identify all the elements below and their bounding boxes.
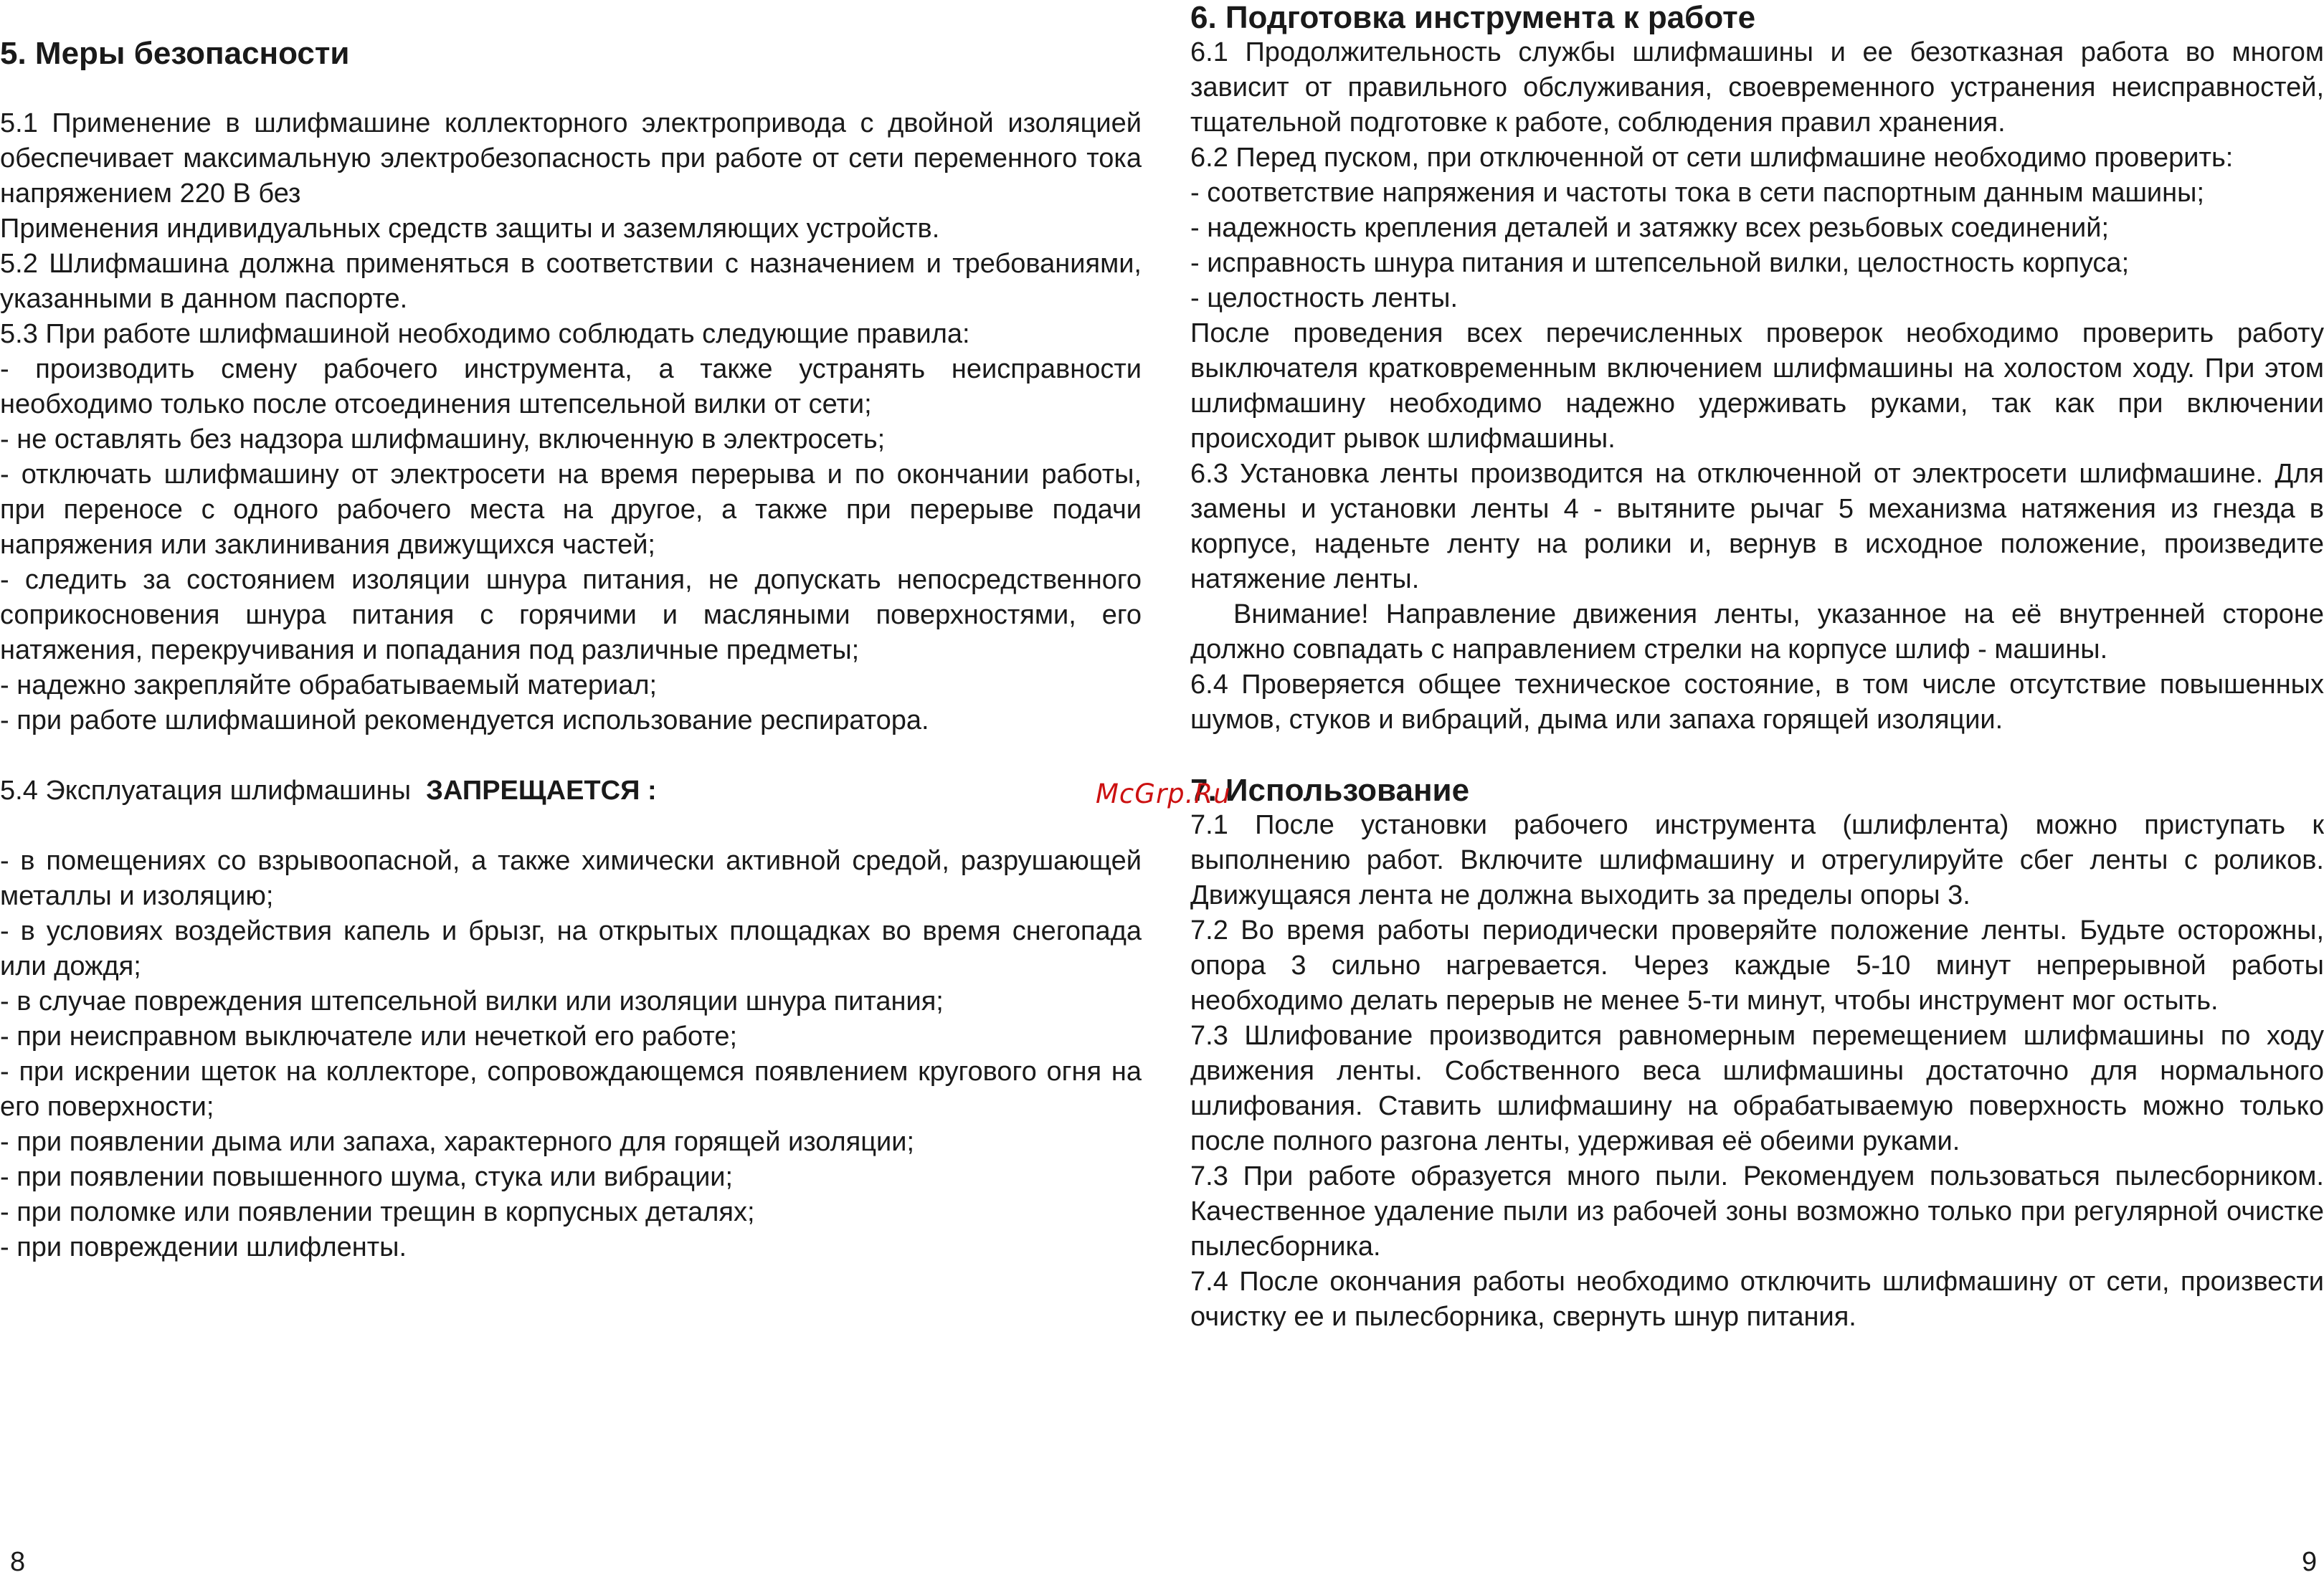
paragraph-5-3: 5.3 При работе шлифмашиной необходимо соблюдать следующие правила:	[0, 319, 970, 349]
paragraph-7-3: 7.3 Шлифование производится равномерным перемещением шлифмашины по ходу движения ленты. Собственного веса шлифмашины достаточно для нормального шлифования. Ставить шлифмашину на обрабатываемую поверхность можно только после полного разгона ленты, удерживая её обеими руками.	[1190, 1021, 2324, 1156]
rule-item: - отключать шлифмашину от электросети на время перерыва и по окончании работы, при переносе с одного рабочего места на другое, а также при перерыве подачи напряжения или заклинивания движущихся частей;	[0, 460, 1142, 560]
paragraph-7-3-dust: 7.3 При работе образуется много пыли. Рекомендуем пользоваться пылесборником. Качественное удаление пыли из рабочей зоны возможно только при регулярной очистке пылесборника.	[1190, 1161, 2324, 1262]
left-page	[0, 0, 1142, 1265]
forbidden-item: - в случае повреждения штепсельной вилки или изоляции шнура питания;	[0, 986, 944, 1016]
paragraph-5-4-text: 5.4 Эксплуатация шлифмашины	[0, 776, 412, 806]
forbidden-label: ЗАПРЕЩАЕТСЯ :	[426, 776, 657, 806]
forbidden-item: - при неисправном выключателе или нечеткой его работе;	[0, 1022, 738, 1052]
right-page	[1190, 0, 2324, 1335]
forbidden-item: - при повреждении шлифленты.	[0, 1232, 407, 1262]
paragraph-6-1: 6.1 Продолжительность службы шлифмашины и ее безотказная работа во многом зависит от правильного обслуживания, своевременного устранения неисправностей, тщательной подготовке к работе, соблюдения правил хранения.	[1190, 37, 2324, 138]
paragraph-7-2: 7.2 Во время работы периодически проверяйте положение ленты. Будьте осторожны, опора 3 сильно нагревается. Через каждые 5-10 минут непрерывной работы необходимо делать перерыв не менее 5-ти минут, чтобы инструмент мог остыть.	[1190, 915, 2324, 1016]
check-item: - соответствие напряжения и частоты тока в сети паспортным данным машины;	[1190, 178, 2205, 208]
forbidden-item: - в условиях воздействия капель и брызг, на открытых площадках во время снегопада или дождя;	[0, 916, 1142, 981]
paragraph-7-1: 7.1 После установки рабочего инструмента (шлифлента) можно приступать к выполнению работ. Включите шлифмашину и отрегулируйте сбег ленты с роликов. Движущаяся лента не должна выходить за пределы опоры 3.	[1190, 810, 2324, 910]
rule-item: - не оставлять без надзора шлифмашину, включенную в электросеть;	[0, 424, 886, 454]
forbidden-item: - при появлении повышенного шума, стука или вибрации;	[0, 1162, 734, 1192]
paragraph-5-4	[0, 773, 1142, 809]
paragraph-6-4: 6.4 Проверяется общее техническое состояние, в том числе отсутствие повышенных шумов, стуков и вибраций, дыма или запаха горящей изоляции.	[1190, 670, 2324, 735]
rule-item: - следить за состоянием изоляции шнура питания, не допускать непосредственного соприкосновения шнура питания с горячими и масляными поверхностями, его натяжения, перекручивания и попадания под различные предметы;	[0, 565, 1142, 665]
rule-item: - производить смену рабочего инструмента, а также устранять неисправности необходимо только после отсоединения штепсельной вилки от сети;	[0, 354, 1142, 419]
section-7-heading: 7. Использование	[1190, 773, 1470, 808]
check-item: - исправность шнура питания и штепсельной вилки, целостность корпуса;	[1190, 248, 2130, 278]
paragraph-7-4: 7.4 После окончания работы необходимо отключить шлифмашину от сети, произвести очистку ее и пылесборника, свернуть шнур питания.	[1190, 1267, 2324, 1332]
rule-item: - при работе шлифмашиной рекомендуется использование респиратора.	[0, 705, 929, 735]
forbidden-item: - в помещениях со взрывоопасной, а также химически активной средой, разрушающей металлы и изоляцию;	[0, 846, 1142, 911]
paragraph-6-2: 6.2 Перед пуском, при отключенной от сети шлифмашине необходимо проверить:	[1190, 143, 2234, 173]
rule-item: - надежно закрепляйте обрабатываемый материал;	[0, 670, 658, 700]
paragraph-5-2: 5.2 Шлифмашина должна применяться в соответствии с назначением и требованиями, указанными в данном паспорте.	[0, 249, 1142, 314]
attention-note: Внимание! Направление движения ленты, указанное на её внутренней стороне должно совпадать с направлением стрелки на корпусе шлиф - машины.	[1190, 599, 2324, 665]
watermark-logo: McGrp.Ru	[1096, 779, 1231, 809]
forbidden-item: - при появлении дыма или запаха, характерного для горящей изоляции;	[0, 1127, 915, 1157]
page-number-right: 9	[2302, 1547, 2318, 1577]
section-6-heading: 6. Подготовка инструмента к работе	[1190, 0, 1756, 35]
check-item: - надежность крепления деталей и затяжку всех резьбовых соединений;	[1190, 213, 2109, 243]
forbidden-item: - при искрении щеток на коллекторе, сопровождающемся появлением кругового огня на его поверхности;	[0, 1057, 1142, 1122]
paragraph-5-1: 5.1 Применение в шлифмашине коллекторного электропривода с двойной изоляцией обеспечивает максимальную электробезопасность при работе от сети переменного тока напряжением 220 В без	[0, 108, 1142, 209]
page-number-left: 8	[10, 1547, 26, 1577]
paragraph-6-2-after: После проведения всех перечисленных проверок необходимо проверить работу выключателя кратковременным включением шлифмашины на холостом ходу. При этом шлифмашину необходимо надежно удерживать руками, так как при включении происходит рывок шлифмашины.	[1190, 318, 2324, 454]
check-item: - целостность ленты.	[1190, 283, 1459, 313]
forbidden-item: - при поломке или появлении трещин в корпусных деталях;	[0, 1197, 755, 1227]
paragraph-5-1-cont: Применения индивидуальных средств защиты и заземляющих устройств.	[0, 214, 940, 244]
section-5-heading: 5. Меры безопасности	[0, 36, 350, 71]
paragraph-6-3: 6.3 Установка ленты производится на отключенной от электросети шлифмашине. Для замены и установки ленты 4 - вытяните рычаг 5 механизма натяжения из гнезда в корпусе, наденьте ленту на ролики и, вернув в исходное положение, произведите натяжение ленты.	[1190, 459, 2324, 594]
